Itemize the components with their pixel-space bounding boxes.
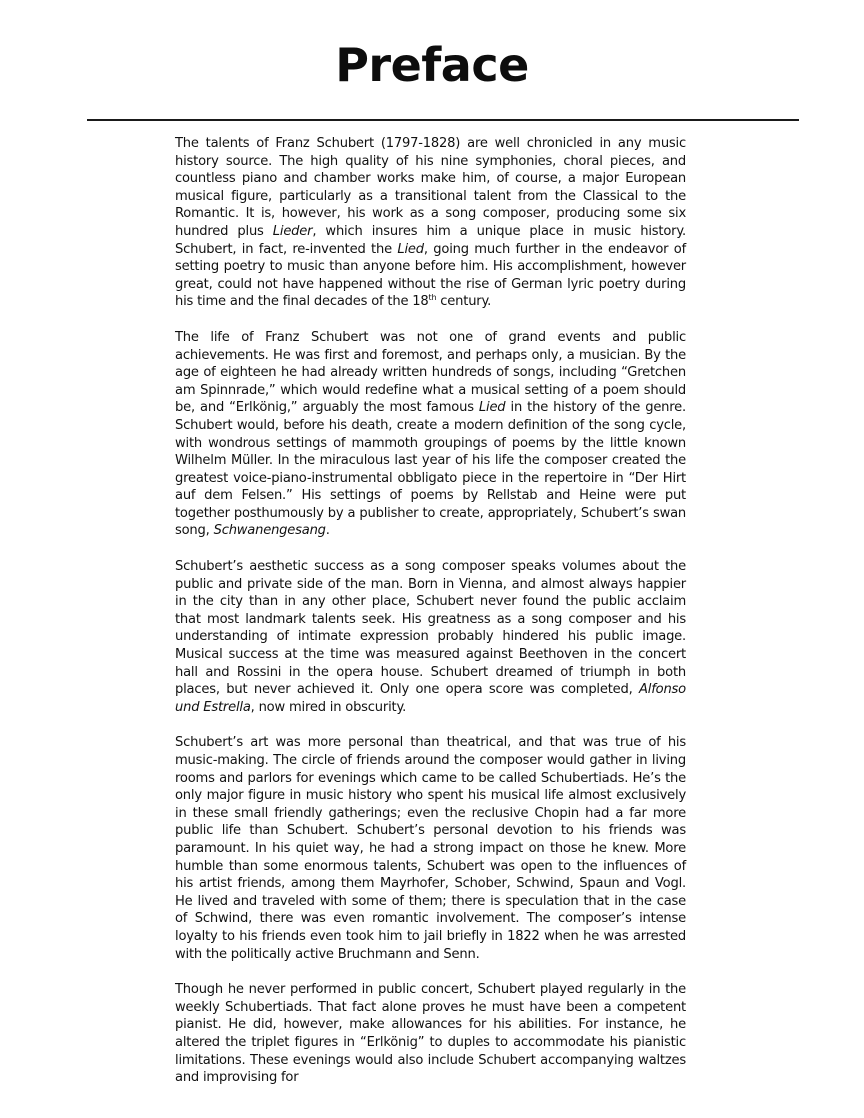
paragraph-2-text-1: The life of Franz Schubert was not one of grand events and public achievements. He was first and foremost, and perhaps only, a musician. By the age of eighteen he had already written hundreds of songs, including “Gretchen am Spinnrade,” which would redefine what a musical setting of a poem should be, and “Erlkönig,” arguably the most famous	[175, 329, 686, 416]
paragraph-1-text-1: The talents of Franz Schubert (1797-1828) are well chronicled in any music history source. The high quality of his nine symphonies, choral pieces, and countless piano and chamber works make him, of course, a major European musical figure, particularly as a transitional talent from the Classical to the Romantic. It is, however, his work as a song composer, producing some six hundred plus	[175, 136, 686, 239]
paragraph-5	[175, 981, 686, 1087]
paragraph-3-text-2: , now mired in obscurity.	[250, 699, 407, 715]
paragraph-1-text-4: century.	[436, 294, 492, 310]
paragraph-2-italic-lied: Lied	[478, 400, 506, 416]
paragraph-2	[175, 329, 686, 540]
title-divider	[87, 119, 799, 121]
page-title: Preface	[335, 38, 529, 92]
paragraph-1-italic-lieder: Lieder	[272, 223, 313, 239]
paragraph-3-text-1: Schubert’s aesthetic success as a song composer speaks volumes about the public and private side of the man. Born in Vienna, and almost always happier in the city than in any other place, Schubert never found the public acclaim that most landmark talents seek. His greatness as a song composer and his understanding of intimate expression probably hindered his public image. Musical success at the time was measured against Beethoven in the concert hall and Rossini in the opera house. Schubert dreamed of triumph in both places, but never achieved it. Only one opera score was completed,	[175, 559, 686, 698]
paragraph-1	[175, 135, 686, 311]
paragraph-1-superscript: th	[428, 293, 437, 303]
paragraph-1-text-3: , going much further in the endeavor of setting poetry to music than anyone before him. His accomplishment, however great, could not have happened without the rise of German lyric poetry during his time and the final decades of the 18	[175, 241, 686, 310]
paragraph-3	[175, 558, 686, 716]
preface-body	[175, 135, 686, 1105]
paragraph-4-text-1: Schubert’s art was more personal than theatrical, and that was true of his music-making. The circle of friends around the composer would gather in living rooms and parlors for evenings which came to be called Schubertiads. He’s the only major figure in music history who spent his musical life almost exclusively in these small friendly gatherings; even the reclusive Chopin had a far more public life than Schubert. Schubert’s personal devotion to his friends was paramount. In his quiet way, he had a strong impact on those he knew. More humble than some enormous talents, Schubert was open to the influences of his artist friends, among them Mayrhofer, Schober, Schwind, Spaun and Vogl. He lived and traveled with some of them; there is speculation that in the case of Schwind, there was even romantic involvement. The composer’s intense loyalty to his friends even took him to jail briefly in 1822 when he was arrested with the politically active Bruchmann and Senn.	[175, 735, 686, 962]
paragraph-5-text-1: Though he never performed in public concert, Schubert played regularly in the weekly Schubertiads. That fact alone proves he must have been a competent pianist. He did, however, make allowances for his abilities. For instance, he altered the triplet figures in “Erlkönig” to duples to accommodate his pianistic limitations. These evenings would also include Schubert accompanying waltzes and improvising for	[175, 982, 686, 1086]
paragraph-3-italic-opera: Alfonso und Estrella	[175, 682, 686, 715]
paragraph-4	[175, 734, 686, 963]
paragraph-1-italic-lied: Lied	[397, 241, 424, 257]
paragraph-2-text-3: .	[325, 523, 330, 539]
paragraph-1-text-2: , which insures him a unique place in music history. Schubert, in fact, re-invented the	[175, 223, 687, 257]
paragraph-2-italic-schwanengesang: Schwanengesang	[213, 523, 326, 539]
paragraph-2-text-2: in the history of the genre. Schubert would, before his death, create a modern definition of the song cycle, with wondrous settings of mammoth groupings of poems by the little known Wilhelm Müller. In the miraculous last year of his life the composer created the greatest voice-piano-instrumental obbligato piece in the repertoire in “Der Hirt auf dem Felsen.” His settings of poems by Rellstab and Heine were put together posthumously by a publisher to create, appropriately, Schubert’s swan song,	[175, 400, 686, 539]
